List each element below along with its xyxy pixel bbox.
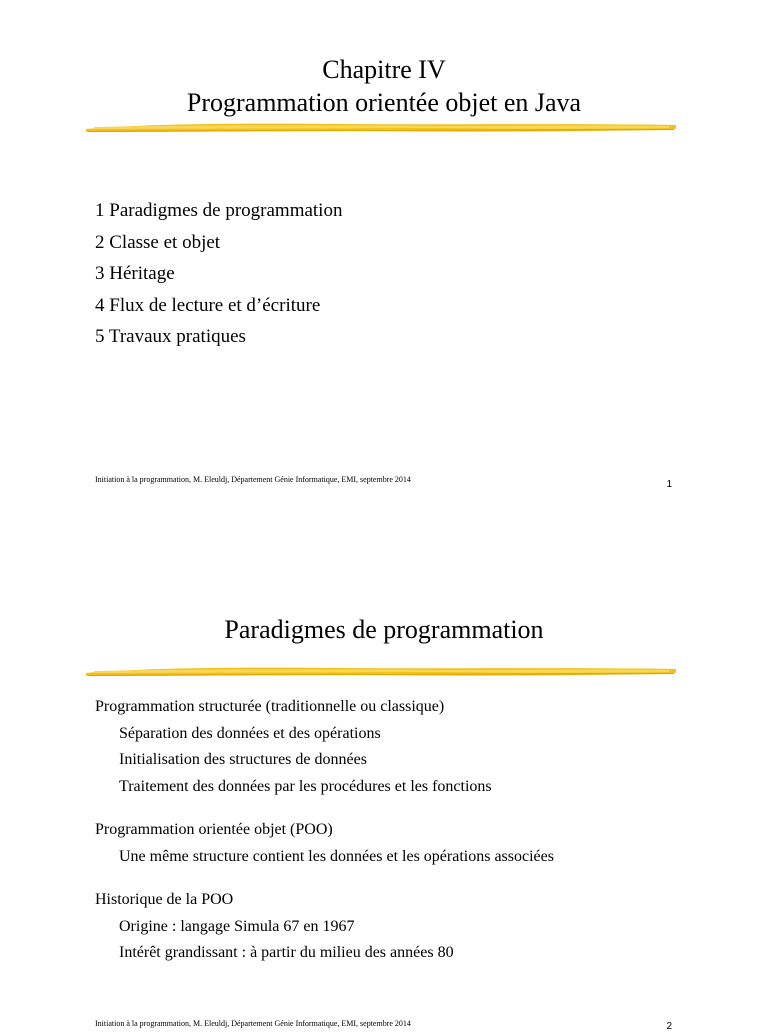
section-oop-history (95, 887, 554, 967)
section-heading: Historique de la POO (95, 891, 234, 908)
slide-footer: Initiation à la programmation, M. Eleuldj, Département Génie Informatique, EMI, septembre 2014 (95, 1019, 411, 1028)
toc-item: 1 Paradigmes de programmation (95, 200, 343, 221)
toc-item: 3 Héritage (95, 263, 175, 284)
slide-2 (0, 512, 768, 1032)
table-of-contents (95, 195, 342, 353)
section-oop (95, 817, 554, 870)
section-item: Intérêt grandissant : à partir du milieu des années 80 (119, 944, 454, 961)
page-number: 2 (666, 1021, 672, 1032)
slide-footer: Initiation à la programmation, M. Eleuldj, Département Génie Informatique, EMI, septembre 2014 (95, 475, 411, 484)
title-underline-brush (84, 120, 678, 134)
toc-item: 5 Travaux pratiques (95, 326, 246, 347)
toc-item: 4 Flux de lecture et d’écriture (95, 294, 321, 316)
toc-item: 2 Classe et objet (95, 231, 221, 253)
section-item: Une même structure contient les données et les opérations associées (119, 847, 554, 865)
page-number: 1 (666, 479, 672, 490)
title-underline-brush (84, 664, 678, 678)
section-heading: Programmation structurée (traditionnelle ou classique) (95, 698, 445, 715)
section-structured-programming (95, 694, 554, 800)
slide-title: Paradigmes de programmation (224, 615, 544, 644)
slide-content (95, 694, 554, 984)
slide-1 (0, 0, 768, 512)
slide-title-line-2: Programmation orientée objet en Java (186, 88, 582, 117)
section-heading: Programmation orientée objet (POO) (95, 821, 333, 838)
section-item: Initialisation des structures de données (119, 751, 367, 768)
section-item: Séparation des données et des opérations (119, 724, 381, 742)
section-item: Traitement des données par les procédures et les fonctions (119, 777, 492, 795)
slide-title-line-1: Chapitre IV (322, 55, 446, 84)
section-item: Origine : langage Simula 67 en 1967 (119, 917, 355, 935)
